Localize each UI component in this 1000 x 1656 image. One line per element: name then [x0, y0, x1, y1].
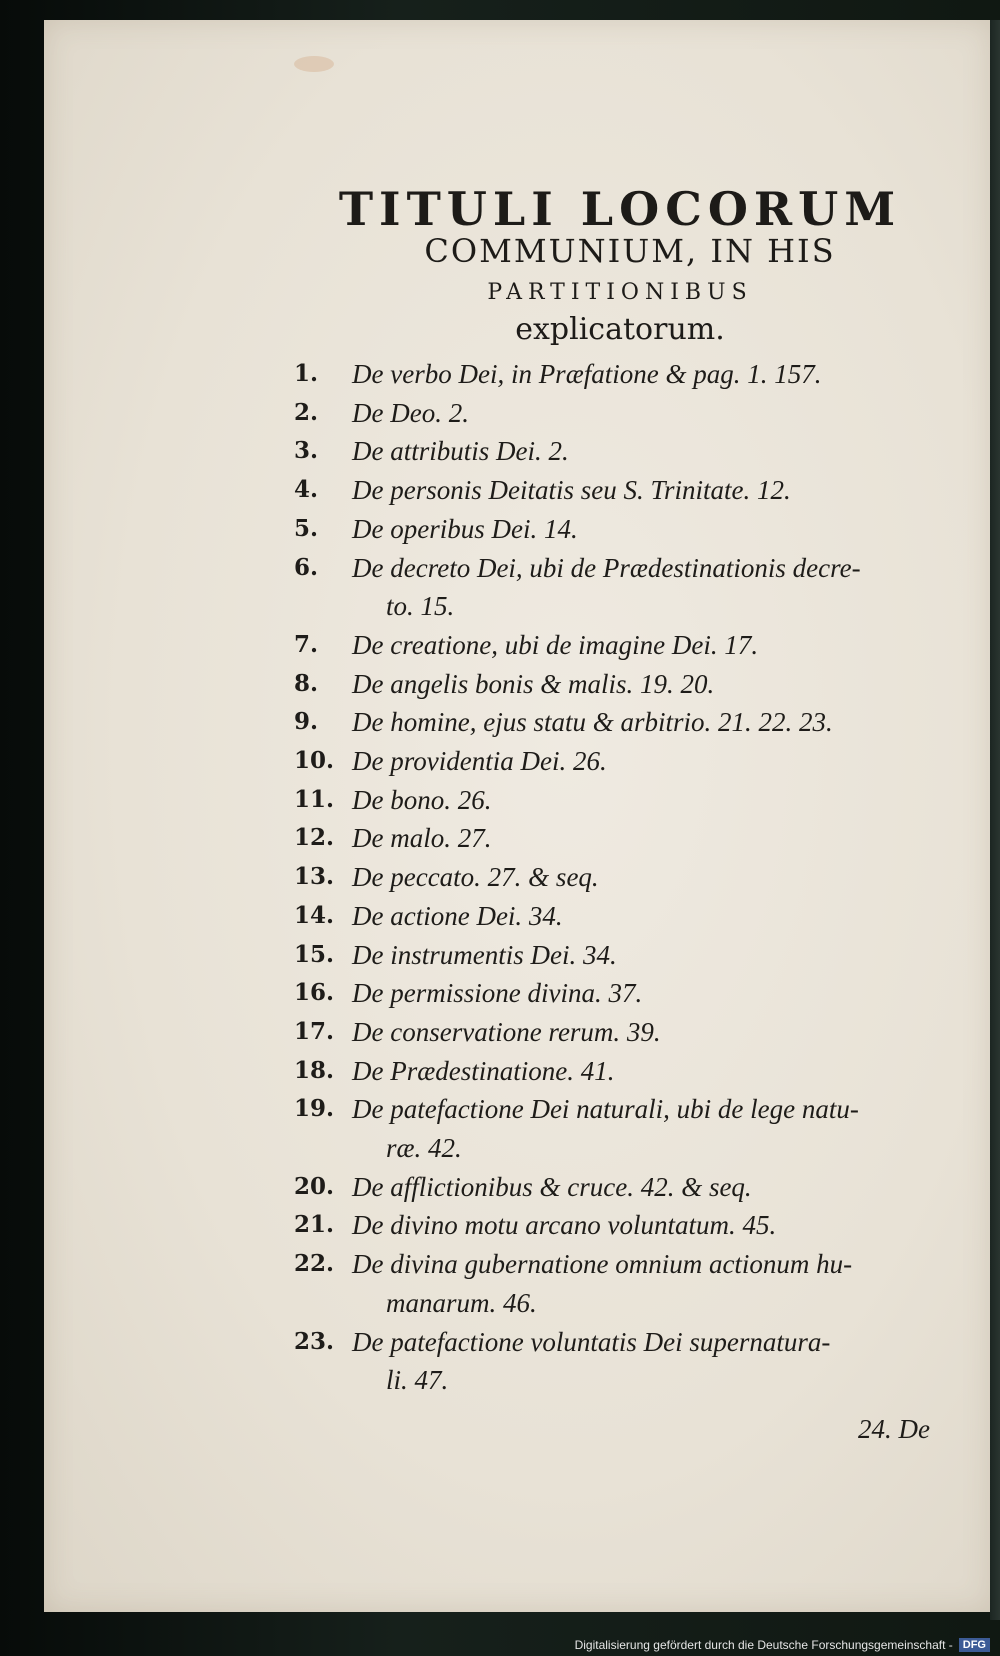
list-item	[294, 665, 954, 704]
book-edge	[990, 20, 1000, 1620]
heading-line-4: explicatorum.	[515, 312, 725, 347]
list-item	[294, 394, 954, 433]
entry-number: 9.	[294, 708, 319, 736]
entry-text: De conservatione rerum. 39.	[352, 1016, 661, 1047]
entry-text: De Deo. 2.	[352, 397, 469, 428]
list-item	[294, 781, 954, 820]
entry-text-continuation: manarum. 46.	[386, 1287, 537, 1318]
entry-number: 3.	[294, 437, 319, 465]
list-item	[294, 1323, 954, 1400]
entry-number: 18.	[294, 1056, 335, 1084]
entry-text: De actione Dei. 34.	[352, 900, 563, 931]
entry-text: De operibus Dei. 14.	[352, 513, 578, 544]
entry-text: De peccato. 27. & seq.	[352, 862, 599, 893]
entry-number: 7.	[294, 630, 319, 658]
entry-number: 21.	[294, 1211, 335, 1239]
entry-number: 10.	[294, 747, 335, 775]
entry-text-wrap	[352, 1090, 954, 1167]
heading-line-3: PARTITIONIBUS	[487, 280, 753, 305]
entry-text: De creatione, ubi de imagine Dei. 17.	[352, 629, 759, 660]
entry-text-wrap	[352, 1245, 954, 1322]
catchword: 24. De	[858, 1414, 930, 1444]
entry-text: De Prædestinatione. 41.	[352, 1055, 615, 1086]
entry-text-wrap	[352, 549, 954, 626]
entry-text: De divino motu arcano voluntatum. 45.	[352, 1210, 777, 1241]
entry-number: 13.	[294, 863, 335, 891]
list-item	[294, 819, 954, 858]
list-item	[294, 1206, 954, 1245]
dfg-logo: DFG	[959, 1638, 990, 1652]
entry-text-wrap	[352, 1323, 954, 1400]
entry-text: De attributis Dei. 2.	[352, 436, 569, 467]
list-item	[294, 858, 954, 897]
entry-number: 23.	[294, 1327, 335, 1355]
entry-text: De instrumentis Dei. 34.	[352, 939, 617, 970]
contents-list	[294, 355, 954, 1400]
entry-text: De providentia Dei. 26.	[352, 746, 607, 777]
entry-text: De patefactione voluntatis Dei supernatura-	[352, 1326, 831, 1357]
list-item	[294, 355, 954, 394]
list-item	[294, 936, 954, 975]
entry-text-continuation: ræ. 42.	[386, 1133, 462, 1164]
list-item	[294, 742, 954, 781]
entry-number: 1.	[294, 360, 319, 387]
entry-number: 19.	[294, 1095, 335, 1123]
list-item	[294, 471, 954, 510]
entry-text: De homine, ejus statu & arbitrio. 21. 22. 23.	[352, 707, 833, 738]
list-item	[294, 510, 954, 549]
entry-text: De patefactione Dei naturali, ubi de lege natu-	[352, 1094, 859, 1125]
entry-number: 22.	[294, 1250, 335, 1278]
list-item	[294, 626, 954, 665]
entry-text: De divina gubernatione omnium actionum hu-	[352, 1249, 853, 1280]
entry-number: 16.	[294, 979, 335, 1007]
entry-number: 17.	[294, 1017, 335, 1045]
entry-text: De malo. 27.	[352, 823, 492, 854]
entry-number: 12.	[294, 824, 335, 852]
entry-number: 2.	[294, 398, 319, 426]
entry-number: 20.	[294, 1172, 335, 1200]
list-item	[294, 1245, 954, 1322]
list-item	[294, 1090, 954, 1167]
entry-text: De personis Deitatis seu S. Trinitate. 12.	[352, 475, 791, 506]
entry-number: 4.	[294, 476, 319, 504]
list-item	[294, 1013, 954, 1052]
footer-text: Digitalisierung gefördert durch die Deutsche Forschungsgemeinschaft -	[574, 1638, 953, 1652]
entry-text: De angelis bonis & malis. 19. 20.	[352, 668, 715, 699]
entry-text: De afflictionibus & cruce. 42. & seq.	[352, 1171, 752, 1202]
list-item	[294, 974, 954, 1013]
list-item	[294, 549, 954, 626]
list-item	[294, 1052, 954, 1091]
list-item	[294, 703, 954, 742]
digitization-footer	[575, 1638, 990, 1652]
entry-number: 5.	[294, 514, 319, 542]
entry-number: 6.	[294, 553, 319, 581]
paper-stain	[294, 56, 334, 72]
entry-text: De decreto Dei, ubi de Prædestinationis decre-	[352, 552, 861, 583]
heading-line-1: TITULI LOCORUM	[338, 182, 902, 236]
entry-number: 15.	[294, 940, 335, 968]
list-item	[294, 1168, 954, 1207]
entry-number: 11.	[294, 785, 335, 813]
entry-text: De bono. 26.	[352, 784, 492, 815]
entry-text-continuation: li. 47.	[386, 1365, 449, 1396]
list-item	[294, 432, 954, 471]
entry-number: 8.	[294, 669, 319, 697]
entry-text: De permissione divina. 37.	[352, 978, 643, 1009]
list-item	[294, 897, 954, 936]
entry-text: De verbo Dei, in Præfatione & pag. 1. 157.	[352, 359, 822, 389]
heading-line-2: COMMUNIUM, IN HIS	[424, 232, 836, 270]
entry-number: 14.	[294, 901, 335, 929]
entry-text-continuation: to. 15.	[386, 591, 455, 622]
